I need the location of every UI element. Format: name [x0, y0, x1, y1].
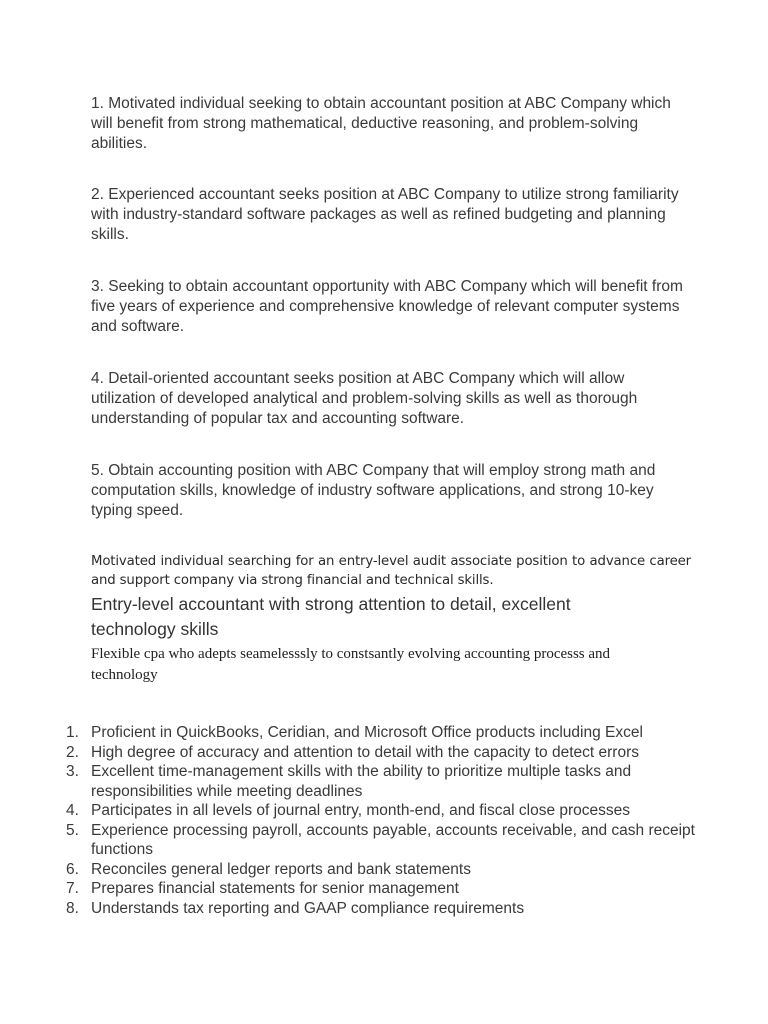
list-item [60, 762, 700, 801]
list-item-number: 7. [66, 880, 79, 897]
audit-associate-summary: Motivated individual searching for an entry-level audit associate position to advance career and support company via strong financial and technical skills. [91, 554, 691, 588]
list-item-number: 3. [66, 763, 79, 780]
objective-paragraph-2: 2. Experienced accountant seeks position at ABC Company to utilize strong familiarity with industry-standard software packages as well as refined budgeting and planning skills. [91, 186, 679, 243]
objective-paragraph-4: 4. Detail-oriented accountant seeks position at ABC Company which will allow utilization of developed analytical and problem-solving skills as well as thorough understanding of popular tax and accounting software. [91, 370, 638, 427]
entry-level-summary: Entry-level accountant with strong attention to detail, excellent technology skills [91, 594, 571, 639]
list-item-number: 8. [66, 899, 79, 917]
list-item [60, 801, 700, 821]
list-item-number: 5. [66, 821, 79, 839]
list-item-number: 4. [66, 802, 79, 819]
objective-paragraph-5: 5. Obtain accounting position with ABC Company that will employ strong math and computation skills, knowledge of industry software applications, and strong 10-key typing speed. [91, 462, 656, 519]
list-item-text: Prepares financial statements for senior management [91, 880, 459, 897]
list-item [60, 879, 700, 899]
list-item [60, 899, 700, 919]
list-item [60, 860, 700, 880]
list-item-number: 1. [66, 724, 79, 741]
objective-paragraph-3: 3. Seeking to obtain accountant opportunity with ABC Company which will benefit from five years of experience and comprehensive knowledge of relevant computer systems and software. [91, 278, 683, 335]
list-item-text: Proficient in QuickBooks, Ceridian, and Microsoft Office products including Excel [91, 724, 643, 741]
list-item-text: Reconciles general ledger reports and bank statements [91, 860, 471, 878]
list-item-text: Understands tax reporting and GAAP compliance requirements [91, 899, 525, 917]
list-item [60, 821, 700, 860]
flexible-cpa-summary: Flexible cpa who adepts seamelesssly to constsantly evolving accounting processs and technology [91, 646, 611, 683]
list-item [60, 743, 700, 763]
list-item-text: Experience processing payroll, accounts payable, accounts receivable, and cash receipt functions [91, 821, 695, 858]
list-item-number: 6. [66, 860, 79, 878]
skills-list [60, 723, 700, 918]
list-item-text: Excellent time-management skills with the ability to prioritize multiple tasks and responsibilities while meeting deadlines [91, 763, 632, 800]
list-item-text: Participates in all levels of journal entry, month-end, and fiscal close processes [91, 802, 631, 819]
list-item [60, 723, 700, 743]
list-item-number: 2. [66, 743, 79, 761]
objective-paragraph-1: 1. Motivated individual seeking to obtain accountant position at ABC Company which will benefit from strong mathematical, deductive reasoning, and problem-solving abilities. [91, 95, 671, 152]
list-item-text: High degree of accuracy and attention to detail with the capacity to detect errors [91, 743, 639, 761]
